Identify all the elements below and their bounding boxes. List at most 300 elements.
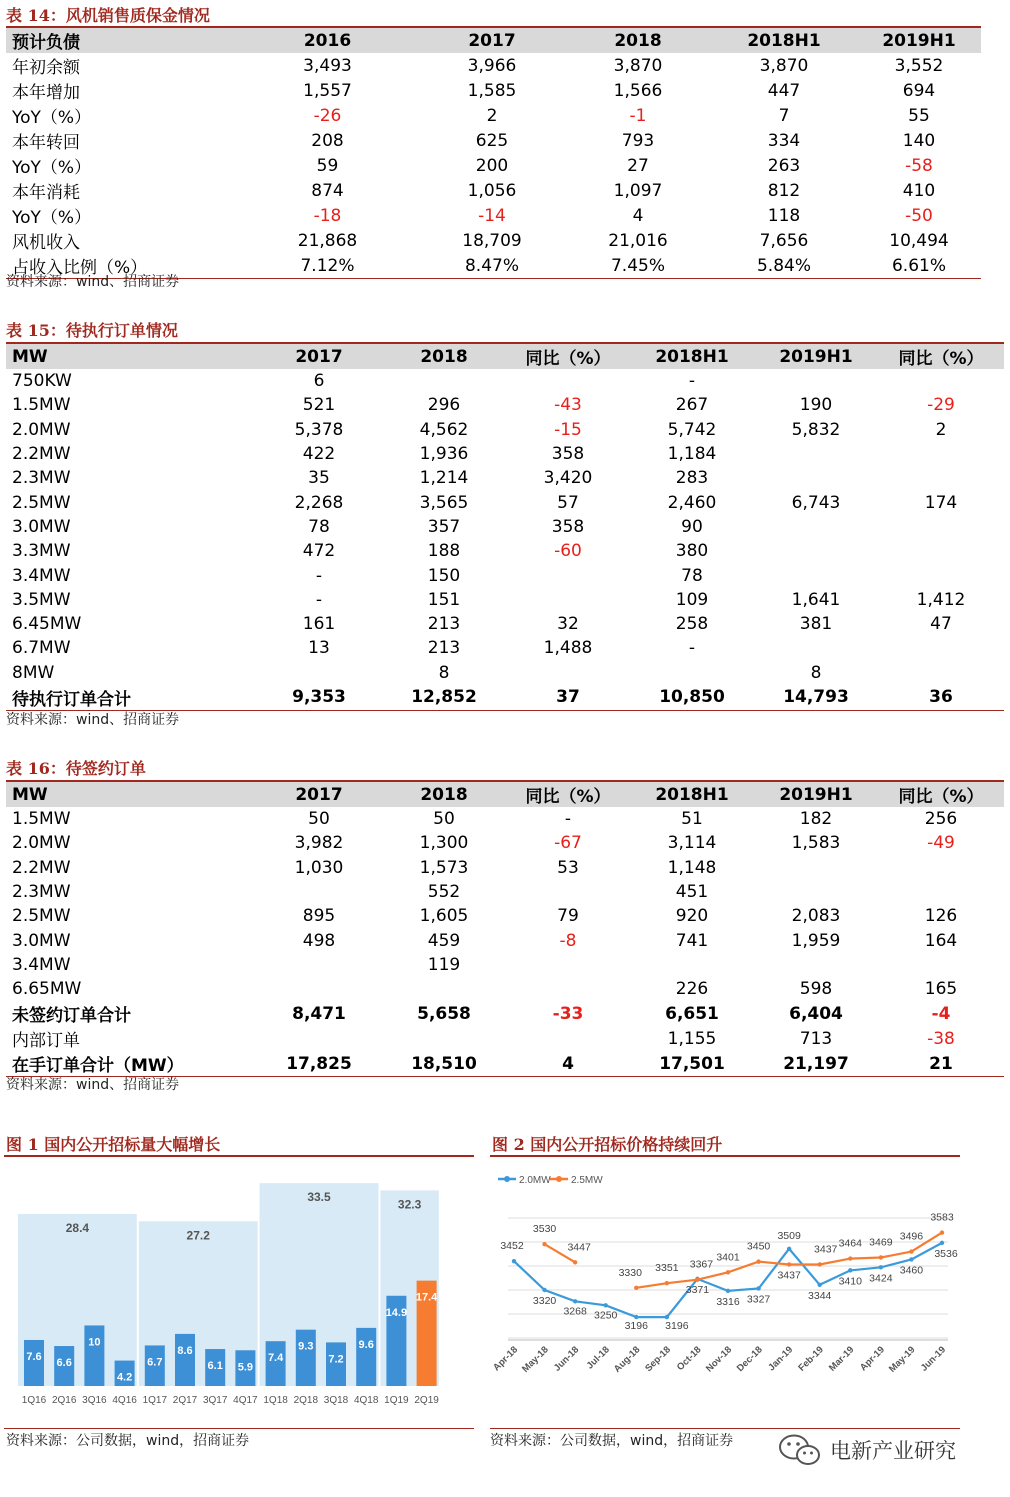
table-cell <box>256 953 382 977</box>
table-cell: 6,651 <box>665 1003 719 1024</box>
table-row <box>6 128 981 153</box>
x-tick-label: May-19 <box>886 1344 918 1375</box>
table-cell: 13 <box>308 638 330 659</box>
table-cell: 2 <box>935 419 947 440</box>
table-cell <box>754 880 878 904</box>
data-point <box>909 1249 913 1253</box>
table-cell: 8,471 <box>292 1003 346 1024</box>
table-cell <box>878 856 1004 880</box>
data-point <box>665 1315 669 1319</box>
bar-value-label: 7.2 <box>328 1353 344 1366</box>
data-point <box>604 1303 608 1307</box>
table15-title: 表 15：待执行订单情况 <box>6 321 178 340</box>
table-cell <box>506 588 630 612</box>
table-cell: 1,155 <box>667 1028 717 1049</box>
data-label: 3450 <box>746 1240 771 1253</box>
annual-total-label: 27.2 <box>186 1228 210 1243</box>
table-cell: 2 <box>486 105 498 126</box>
data-point <box>512 1259 516 1263</box>
table-row <box>6 393 1004 417</box>
table-cell: 5.84% <box>711 253 857 279</box>
data-label: 3452 <box>500 1240 524 1253</box>
row-label: 2.3MW <box>12 468 71 489</box>
table-cell: 213 <box>427 638 461 659</box>
total-row <box>6 1001 1004 1026</box>
row-label: 2.2MW <box>12 857 71 878</box>
data-point <box>634 1315 638 1319</box>
bar-value-label: 5.9 <box>237 1361 254 1374</box>
figure2-title: 图 2 国内公开招标价格持续回升 <box>492 1135 723 1154</box>
table-cell: 2,268 <box>294 492 344 513</box>
table-row <box>6 856 1004 880</box>
table-cell: 895 <box>302 906 336 927</box>
table-cell: 598 <box>799 979 833 1000</box>
x-tick-label: 1Q18 <box>263 1395 288 1406</box>
table-cell <box>878 442 1004 466</box>
data-label: 3460 <box>899 1264 924 1277</box>
data-label: 3196 <box>665 1320 689 1333</box>
table-cell: 8 <box>438 662 450 683</box>
bar-value-label: 9.3 <box>298 1340 314 1353</box>
row-label: 3.0MW <box>12 516 71 537</box>
row-label: 3.0MW <box>12 930 71 951</box>
figure1-source: 资料来源：公司数据，wind，招商证券 <box>6 1433 250 1449</box>
table-cell <box>506 563 630 587</box>
table-cell <box>878 636 1004 660</box>
data-point <box>573 1260 577 1264</box>
table-cell: 12,852 <box>382 685 506 711</box>
table-cell: -26 <box>313 105 342 126</box>
data-label: 3351 <box>655 1262 679 1275</box>
wechat-watermark <box>778 1432 956 1468</box>
x-tick-label: Aug-18 <box>611 1344 643 1375</box>
table-cell: 1,959 <box>791 930 841 951</box>
table-cell: 451 <box>675 882 709 903</box>
table-cell: 1,641 <box>791 589 841 610</box>
table-row <box>6 103 981 128</box>
table-cell: 358 <box>551 516 585 537</box>
data-label: 3327 <box>746 1293 771 1306</box>
data-point <box>542 1288 546 1292</box>
table-cell <box>506 880 630 904</box>
table-row <box>6 369 1004 393</box>
row-label: 本年消耗 <box>12 183 80 203</box>
table-cell: 53 <box>557 857 579 878</box>
row-label: 未签约订单合计 <box>12 1006 131 1027</box>
pending-orders-table <box>6 342 1004 711</box>
data-label: 3250 <box>594 1309 618 1322</box>
table-cell <box>878 661 1004 685</box>
table-row <box>6 466 1004 490</box>
bar-value-label: 17.4 <box>415 1291 438 1304</box>
table-cell: 8.47% <box>419 253 565 279</box>
x-tick-label: May-18 <box>520 1344 551 1375</box>
table-cell: -8 <box>559 930 577 951</box>
legend-marker <box>504 1176 510 1182</box>
table-cell: 741 <box>675 930 709 951</box>
table-cell: 7,656 <box>759 230 809 251</box>
table-row <box>6 490 1004 514</box>
bar-value-label: 10 <box>88 1336 101 1349</box>
data-label: 3401 <box>716 1251 740 1264</box>
column-header: 2018H1 <box>630 343 754 369</box>
column-header: 2018 <box>382 343 506 369</box>
table-row <box>6 904 1004 928</box>
table-cell: 78 <box>681 565 703 586</box>
row-label: YoY（%） <box>12 158 92 178</box>
table-row <box>6 228 981 253</box>
data-point <box>940 1241 944 1245</box>
header-row <box>6 343 1004 369</box>
table-cell: 150 <box>427 565 461 586</box>
x-tick-label: 4Q18 <box>353 1395 379 1406</box>
data-label: 3464 <box>838 1237 862 1250</box>
data-point <box>756 1259 760 1263</box>
data-label: 3367 <box>689 1258 714 1271</box>
table-row <box>6 977 1004 1001</box>
table-cell: 1,184 <box>667 444 717 465</box>
table-cell: 1,214 <box>419 468 469 489</box>
table-cell: 55 <box>908 105 930 126</box>
legend-label: 2.0MW <box>519 1175 551 1186</box>
row-label: 3.4MW <box>12 565 71 586</box>
x-tick-label: Jun-18 <box>551 1344 582 1374</box>
table-cell: 18,709 <box>462 230 522 251</box>
x-tick-label: 3Q17 <box>202 1395 228 1406</box>
row-label: 风机收入 <box>12 233 80 253</box>
table-cell <box>382 369 506 393</box>
table-cell: -49 <box>927 833 955 854</box>
table-cell <box>878 466 1004 490</box>
table-row <box>6 928 1004 952</box>
table-cell: - <box>315 589 323 610</box>
row-label: 本年转回 <box>12 133 80 153</box>
row-label: 在手订单合计（MW） <box>6 1051 256 1077</box>
column-header: 同比（%） <box>506 343 630 369</box>
table-cell: 118 <box>767 205 801 226</box>
table-cell: 17,501 <box>630 1051 754 1077</box>
table-row <box>6 612 1004 636</box>
table-cell: 4 <box>632 205 644 226</box>
table-cell: -58 <box>905 155 933 176</box>
table-row <box>6 153 981 178</box>
table-cell: 694 <box>902 80 936 101</box>
row-label: 2.0MW <box>12 419 71 440</box>
table-cell: 1,412 <box>916 589 966 610</box>
table-cell: 21 <box>878 1051 1004 1077</box>
table-cell: 472 <box>302 541 336 562</box>
header-row <box>6 781 1004 807</box>
row-label: 8MW <box>12 662 55 683</box>
table-cell: 3,870 <box>613 55 663 76</box>
row-label: 750KW <box>12 371 72 392</box>
table-cell <box>878 539 1004 563</box>
data-point <box>726 1289 730 1293</box>
row-label: 占收入比例（%） <box>6 253 236 279</box>
legend-marker <box>556 1176 562 1182</box>
table-cell: 1,300 <box>419 833 469 854</box>
table-cell: 2,083 <box>791 906 841 927</box>
table-cell <box>256 661 382 685</box>
x-tick-label: Mar-19 <box>826 1344 857 1374</box>
table-cell: 21,197 <box>754 1051 878 1077</box>
table-cell <box>382 1026 506 1051</box>
table-cell: 7.12% <box>236 253 419 279</box>
table-row <box>6 539 1004 563</box>
row-label: 3.4MW <box>12 954 71 975</box>
table-row <box>6 807 1004 831</box>
table-cell: 4 <box>506 1051 630 1077</box>
table-row <box>6 953 1004 977</box>
table-cell <box>256 977 382 1001</box>
table-cell: 151 <box>427 589 461 610</box>
table-cell: 3,982 <box>294 833 344 854</box>
x-tick-label: 3Q18 <box>323 1395 349 1406</box>
data-label: 3509 <box>777 1229 801 1242</box>
column-header: 2017 <box>256 343 382 369</box>
data-point <box>665 1281 669 1285</box>
table15-source: 资料来源：wind、招商证券 <box>6 712 180 728</box>
table-cell: -60 <box>554 541 582 562</box>
table-cell: 59 <box>316 155 339 176</box>
bar <box>84 1325 104 1386</box>
table-cell: 5,832 <box>791 419 841 440</box>
column-header: 同比（%） <box>878 343 1004 369</box>
table-row <box>6 636 1004 660</box>
table-cell: -33 <box>552 1003 584 1024</box>
table-cell: 5,742 <box>667 419 717 440</box>
table-cell: 552 <box>427 882 461 903</box>
data-point <box>787 1247 791 1251</box>
table-cell: 6.61% <box>857 253 981 279</box>
row-label: 1.5MW <box>12 395 71 416</box>
table-cell: 174 <box>924 492 958 513</box>
table-cell <box>754 953 878 977</box>
row-label: 6.7MW <box>12 638 71 659</box>
row-label: 2.5MW <box>12 906 71 927</box>
table-cell: 21,016 <box>608 230 668 251</box>
table-cell <box>878 880 1004 904</box>
row-label: 2.0MW <box>12 833 71 854</box>
table-cell: 14,793 <box>754 685 878 711</box>
table-cell: 1,566 <box>613 80 663 101</box>
bid-volume-chart <box>4 1160 474 1420</box>
table-cell: 6,743 <box>791 492 841 513</box>
table-cell: 188 <box>427 541 461 562</box>
table-row <box>6 78 981 103</box>
row-label: 待执行订单合计 <box>6 685 256 711</box>
table-cell <box>506 661 630 685</box>
table-cell: -18 <box>313 205 342 226</box>
table-cell: -38 <box>927 1028 955 1049</box>
unsigned-orders-table <box>6 780 1004 1077</box>
table-cell: 357 <box>427 516 461 537</box>
table-cell: 1,583 <box>791 833 841 854</box>
table-cell: 3,420 <box>543 468 593 489</box>
figure1-rule <box>4 1155 474 1157</box>
table-row <box>6 178 981 203</box>
row-label: YoY（%） <box>12 108 92 128</box>
table-cell: -29 <box>927 395 955 416</box>
column-header: 2018 <box>565 27 711 53</box>
data-label: 3344 <box>808 1289 832 1302</box>
table16-title: 表 16：待签约订单 <box>6 759 146 778</box>
column-header: MW <box>6 343 256 369</box>
figure2-rule <box>490 1155 960 1157</box>
data-label: 3316 <box>716 1295 740 1308</box>
table-cell: 920 <box>675 906 709 927</box>
table-cell <box>256 1026 382 1051</box>
x-tick-label: 2Q16 <box>51 1395 77 1406</box>
x-tick-label: Sep-18 <box>643 1344 673 1375</box>
table-cell: 3,493 <box>303 55 352 76</box>
table-cell: 713 <box>799 1028 833 1049</box>
table-cell: 1,585 <box>467 80 517 101</box>
table-cell: 3,114 <box>667 833 717 854</box>
legend-label: 2.5MW <box>571 1175 603 1186</box>
table-cell <box>878 563 1004 587</box>
table-cell: 422 <box>302 444 336 465</box>
x-tick-label: 2Q19 <box>414 1395 439 1406</box>
table-cell: 51 <box>681 809 703 830</box>
table-cell: 625 <box>475 130 509 151</box>
table-cell: 21,868 <box>297 230 358 251</box>
row-label: 本年增加 <box>12 83 80 103</box>
table-cell: 27 <box>627 155 649 176</box>
data-point <box>573 1299 577 1303</box>
bar-value-label: 4.2 <box>116 1371 133 1384</box>
column-header: MW <box>6 781 256 807</box>
table-row <box>6 53 981 78</box>
table-cell: 1,488 <box>543 638 593 659</box>
table-cell: 2,460 <box>667 492 717 513</box>
x-tick-label: 1Q19 <box>384 1395 409 1406</box>
table-cell: 521 <box>302 395 336 416</box>
data-label: 3410 <box>838 1275 862 1288</box>
table-cell: 78 <box>308 516 330 537</box>
annual-total-label: 32.3 <box>397 1197 422 1212</box>
data-point <box>634 1286 638 1290</box>
figure1-bottom-rule <box>4 1428 474 1429</box>
table-cell: 50 <box>308 809 330 830</box>
table-cell <box>630 661 754 685</box>
table-cell: 7 <box>778 105 790 126</box>
table-cell: - <box>564 809 572 830</box>
row-label: 年初余额 <box>12 58 80 78</box>
x-tick-label: Oct-18 <box>674 1344 704 1374</box>
bar-value-label: 8.6 <box>177 1344 193 1357</box>
column-header: 2019H1 <box>754 781 878 807</box>
bar <box>356 1328 376 1386</box>
table-cell: 1,030 <box>294 857 344 878</box>
row-label: 3.3MW <box>12 541 71 562</box>
table-cell: 17,825 <box>256 1051 382 1077</box>
table-cell <box>382 977 506 1001</box>
data-label: 3469 <box>869 1236 893 1249</box>
table-cell: 256 <box>924 809 958 830</box>
data-point <box>542 1242 546 1246</box>
table-cell <box>506 369 630 393</box>
table-cell: -50 <box>905 205 933 226</box>
table14-source: 资料来源：wind、招商证券 <box>6 274 180 290</box>
table-cell: 263 <box>767 155 801 176</box>
table-cell: 812 <box>767 180 801 201</box>
table-cell <box>754 369 878 393</box>
data-label: 3530 <box>532 1223 557 1236</box>
table-cell <box>754 442 878 466</box>
x-tick-label: Dec-18 <box>734 1344 765 1375</box>
data-point <box>818 1283 822 1287</box>
column-header: 2016 <box>236 27 419 53</box>
data-label: 3496 <box>899 1230 924 1243</box>
table-cell <box>878 515 1004 539</box>
table-cell <box>506 953 630 977</box>
table-cell: 1,605 <box>419 906 469 927</box>
table-cell: 3,552 <box>894 55 944 76</box>
bar <box>24 1340 44 1386</box>
table-cell: 47 <box>930 614 952 635</box>
row-label: 2.2MW <box>12 444 71 465</box>
table-cell: 3,565 <box>419 492 469 513</box>
data-point <box>818 1262 822 1266</box>
row-label: 1.5MW <box>12 809 71 830</box>
table-cell: 358 <box>551 444 585 465</box>
column-header: 2017 <box>419 27 565 53</box>
data-label: 3196 <box>624 1320 648 1333</box>
table-cell: 164 <box>924 930 958 951</box>
data-point <box>848 1268 852 1272</box>
table-cell: - <box>688 371 696 392</box>
table-cell: 3,966 <box>467 55 517 76</box>
table-cell: 126 <box>924 906 958 927</box>
table-cell <box>506 977 630 1001</box>
row-label: YoY（%） <box>12 208 92 228</box>
table-cell: -15 <box>554 419 582 440</box>
data-label: 3371 <box>685 1283 710 1296</box>
column-header: 2019H1 <box>754 343 878 369</box>
table-cell: 874 <box>311 180 344 201</box>
table-cell: 283 <box>675 468 709 489</box>
table-cell: 5,658 <box>417 1003 471 1024</box>
table-row <box>6 515 1004 539</box>
column-header: 2018H1 <box>711 27 857 53</box>
annual-total-label: 33.5 <box>307 1190 331 1205</box>
data-point <box>726 1270 730 1274</box>
bid-price-chart <box>490 1160 960 1420</box>
column-header: 2018 <box>382 781 506 807</box>
x-tick-label: 4Q16 <box>112 1395 137 1406</box>
table16-source: 资料来源：wind、招商证券 <box>6 1077 180 1093</box>
table-cell <box>630 953 754 977</box>
table-cell: 140 <box>902 130 936 151</box>
data-label: 3330 <box>618 1266 642 1279</box>
figure2-bottom-rule <box>490 1428 960 1429</box>
table-row <box>6 563 1004 587</box>
table-cell: 1,148 <box>667 857 717 878</box>
bar <box>296 1330 316 1386</box>
table-cell: 226 <box>675 979 709 1000</box>
table-cell <box>754 539 878 563</box>
table-cell: 50 <box>433 809 455 830</box>
annual-total-label: 28.4 <box>65 1221 90 1236</box>
data-point <box>909 1257 913 1261</box>
table-cell: 200 <box>475 155 509 176</box>
table-cell <box>754 563 878 587</box>
table-cell: 57 <box>557 492 579 513</box>
x-tick-label: Feb-19 <box>796 1344 826 1374</box>
data-point <box>879 1255 883 1259</box>
data-label: 3268 <box>563 1305 587 1318</box>
